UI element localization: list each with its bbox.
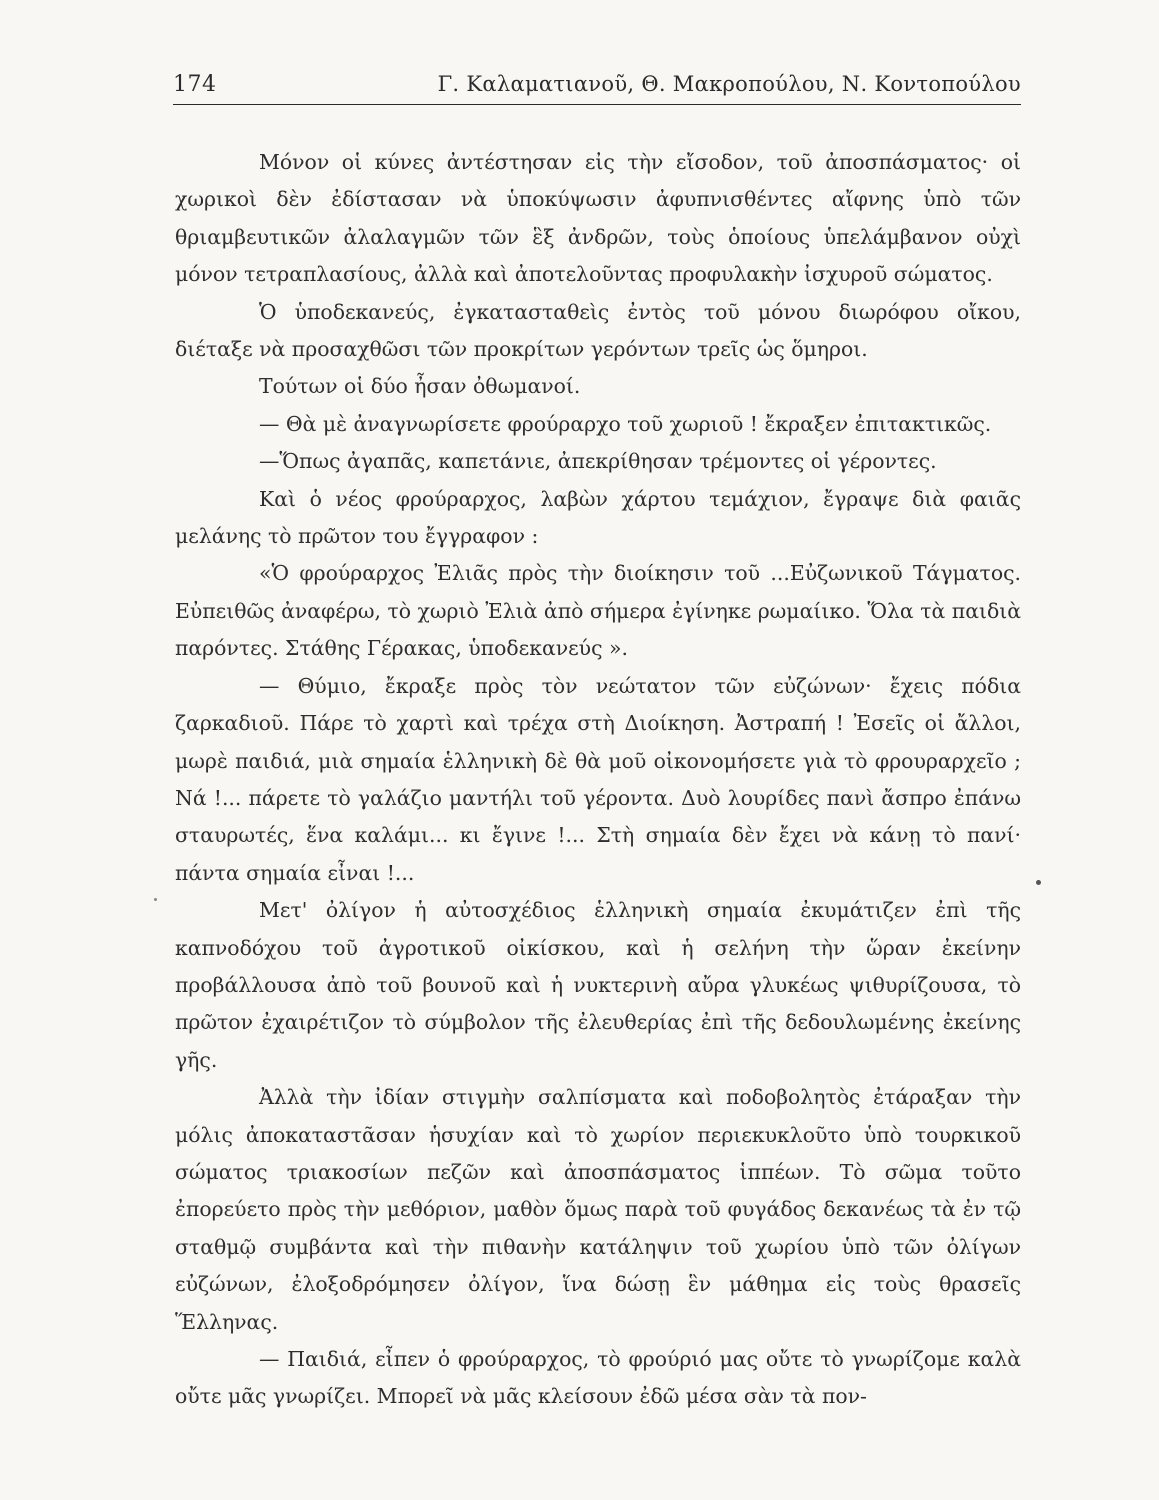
paragraph: — Θὰ μὲ ἀναγνωρίσετε φρούραρχο τοῦ χωριοῦ ! ἔκραξεν ἐπιτακτικῶς. bbox=[259, 411, 992, 436]
paragraph: Μόνον οἱ κύνες ἀντέστησαν εἰς τὴν εἴσοδον, τοῦ ἀποσπάσματος· οἱ χωρικοὶ δὲν ἐδίστασαν νὰ ὑποκύψωσιν ἀφυπνισθέντες αἴφνης ὑπὸ τῶν θριαμβευτικῶν ἀλαλαγμῶν τῶν ἓξ ἀνδρῶν, τοὺς ὁποίους ὑπελάμβανον οὐχὶ μόνον τετραπλασίους, ἀλλὰ καὶ ἀποτελοῦντας προφυλακὴν ἰσχυροῦ σώματος. bbox=[175, 150, 1021, 287]
page-header bbox=[173, 70, 1021, 105]
paragraph: Καὶ ὁ νέος φρούραρχος, λαβὼν χάρτου τεμάχιον, ἔγραψε διὰ φαιᾶς μελάνης τὸ πρῶτον του ἔγγραφον : bbox=[175, 486, 1021, 549]
running-head: Γ. Καλαματιανοῦ, Θ. Μακροπούλου, Ν. Κοντοπούλου bbox=[437, 72, 1021, 96]
paragraph: Τούτων οἱ δύο ἦσαν ὀθωμανοί. bbox=[259, 374, 581, 399]
paragraph: — Παιδιά, εἶπεν ὁ φρούραρχος, τὸ φρούριό μας οὔτε τὸ γνωρίζομε καλὰ οὔτε μᾶς γνωρίζει. Μπορεῖ νὰ μᾶς κλείσουν ἐδῶ μέσα σὰν τὰ πον- bbox=[175, 1347, 1021, 1409]
margin-speck bbox=[154, 898, 157, 901]
page-number: 174 bbox=[173, 72, 217, 97]
margin-speck bbox=[1036, 880, 1041, 885]
body-text bbox=[175, 144, 1021, 1416]
paragraph: «Ὁ φρούραρχος Ἐλιᾶς πρὸς τὴν διοίκησιν τοῦ ...Εὐζωνικοῦ Τάγματος. Εὐπειθῶς ἀναφέρω, τὸ χωριὸ Ἐλιὰ ἀπὸ σήμερα ἐγίνηκε ρωμαίικο. Ὅλα τὰ παιδιὰ παρόντες. Στάθης Γέρακας, ὑποδεκανεύς ». bbox=[175, 561, 1021, 661]
paragraph: — Θύμιο, ἔκραξε πρὸς τὸν νεώτατον τῶν εὐζώνων· ἔχεις πόδια ζαρκαδιοῦ. Πάρε τὸ χαρτὶ καὶ τρέχα στὴ Διοίκηση. Ἀστραπή ! Ἐσεῖς οἱ ἄλλοι, μωρὲ παιδιά, μιὰ σημαία ἑλληνικὴ δὲ θὰ μοῦ οἰκονομήσετε γιὰ τὸ φρουραρχεῖο ; Νά !... πάρετε τὸ γαλάζιο μαντήλι τοῦ γέροντα. Δυὸ λουρίδες πανὶ ἄσπρο ἐπάνω σταυρωτές, ἕνα καλάμι... κι ἔγινε !... Στὴ σημαία δὲν ἔχει νὰ κάνῃ τὸ πανί· πάντα σημαία εἶναι !... bbox=[175, 673, 1021, 885]
paragraph: Ὁ ὑποδεκανεύς, ἐγκατασταθεὶς ἐντὸς τοῦ μόνου διωρόφου οἴκου, διέταξε νὰ προσαχθῶσι τῶν προκρίτων γερόντων τρεῖς ὡς ὅμηροι. bbox=[175, 299, 1021, 362]
paragraph: —Ὅπως ἀγαπᾶς, καπετάνιε, ἀπεκρίθησαν τρέμοντες οἱ γέροντες. bbox=[259, 449, 937, 474]
paragraph: Μετ' ὀλίγον ἡ αὐτοσχέδιος ἑλληνικὴ σημαία ἐκυμάτιζεν ἐπὶ τῆς καπνοδόχου τοῦ ἀγροτικοῦ οἰκίσκου, καὶ ἡ σελήνη τὴν ὥραν ἐκείνην προβάλλουσα ἀπὸ τοῦ βουνοῦ καὶ ἡ νυκτερινὴ αὔρα γλυκέως ψιθυρίζουσα, τὸ πρῶτον ἐχαιρέτιζον τὸ σύμβολον τῆς ἐλευθερίας ἐπὶ τῆς δεδουλωμένης ἐκείνης γῆς. bbox=[175, 898, 1021, 1072]
paragraph: Ἀλλὰ τὴν ἰδίαν στιγμὴν σαλπίσματα καὶ ποδοβολητὸς ἐτάραξαν τὴν μόλις ἀποκαταστᾶσαν ἡσυχίαν καὶ τὸ χωρίον περιεκυκλοῦτο ὑπὸ τουρκικοῦ σώματος τριακοσίων πεζῶν καὶ ἀποσπάσματος ἱππέων. Τὸ σῶμα τοῦτο ἐπορεύετο πρὸς τὴν μεθόριον, μαθὸν ὅμως παρὰ τοῦ φυγάδος δεκανέως τὰ ἐν τῷ σταθμῷ συμβάντα καὶ τὴν πιθανὴν κατάληψιν τοῦ χωρίου ὑπὸ τῶν ὀλίγων εὐζώνων, ἐλοξοδρόμησεν ὀλίγον, ἵνα δώσῃ ἓν μάθημα εἰς τοὺς θρασεῖς Ἕλληνας. bbox=[175, 1085, 1021, 1334]
